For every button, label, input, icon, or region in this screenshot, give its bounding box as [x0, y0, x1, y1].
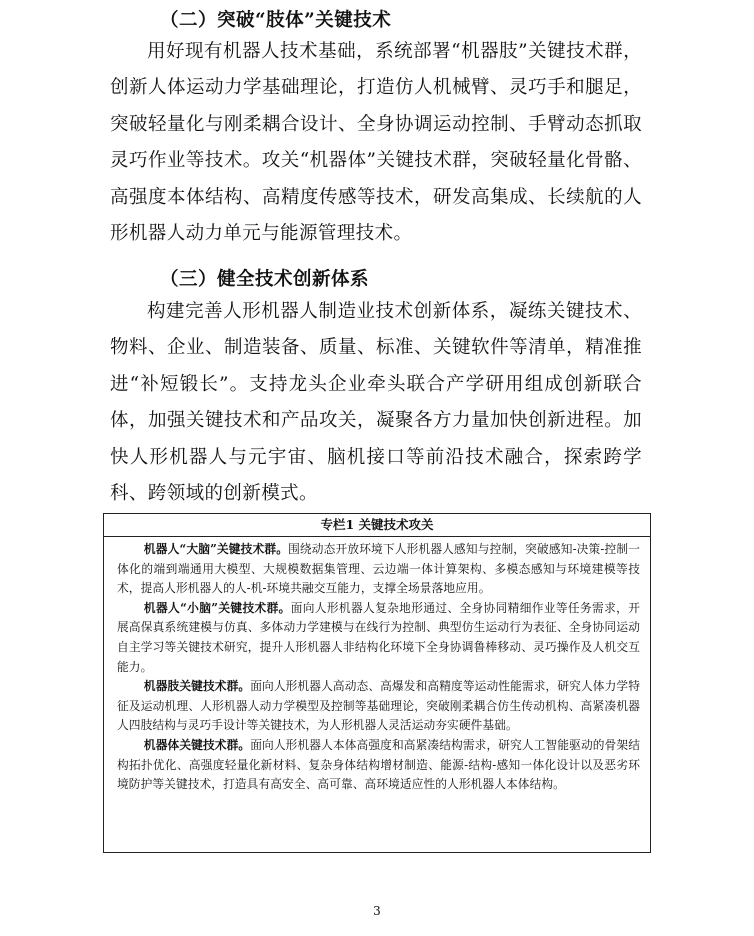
- box-item-lead: 机器人“小脑”关键技术群。: [143, 600, 291, 615]
- box-item-text: 面向人形机器人复杂地形通过、全身协同精细作业等任务需求，开展高保真系统建模与仿真、多体动力学建模与在线行为控制、典型仿生运动行为表征、全身协同运动自主学习等关键技术研究，提升人形机器人非结构化环境下全身协调鲁棒移动、灵巧操作及人机交互能力。: [117, 600, 640, 674]
- section-heading-limbs: （二）突破“肢体”关键技术: [160, 10, 392, 31]
- page-number: 3: [373, 904, 381, 918]
- key-tech-sidebar-box: [103, 513, 651, 853]
- section-body-limbs: 用好现有机器人技术基础，系统部署“机器肢”关键技术群，创新人体运动力学基础理论，打造仿人机械臂、灵巧手和腿足，突破轻量化与刚柔耦合设计、全身协调运动控制、手臂动态抓取灵巧作业等技术。攻关“机器体”关键技术群，突破轻量化骨骼、高强度本体结构、高精度传感等技术，研发高集成、长续航的人形机器人动力单元与能源管理技术。: [110, 41, 642, 245]
- box-item-body: [117, 736, 640, 795]
- box-item-lead: 机器肢关键技术群。: [143, 679, 251, 694]
- box-title: 专栏1 关键技术攻关: [104, 514, 650, 537]
- box-item-lead: 机器人“大脑”关键技术群。: [143, 542, 289, 556]
- box-item-text: 面向人形机器人本体高强度和高紧凑结构需求，研究人工智能驱动的骨架结构拓扑优化、高强度轻量化新材料、复杂身体结构增材制造、能源-结构-感知一体化设计以及恶劣环境防护等关键技术，打造具有高安全、高可靠、高环境适应性的人形机器人本体结构。: [117, 737, 640, 792]
- box-item-lead: 机器体关键技术群。: [143, 737, 251, 752]
- box-item-limbs: [117, 677, 640, 736]
- box-item-text: 围绕动态开放环境下人形机器人感知与控制，突破感知-决策-控制一体化的端到端通用大模型、大规模数据集管理、云边端一体计算架构、多模态感知与环境建模等技术，提高人形机器人的人-机-环境共融交互能力，支撑全场景落地应用。: [117, 542, 640, 596]
- box-item-text: 面向人形机器人高动态、高爆发和高精度等运动性能需求，研究人体力学特征及运动机理、人形机器人动力学模型及控制等基础理论，突破刚柔耦合仿生传动机构、高紧凑机器人四肢结构与灵巧手设计等关键技术，为人形机器人灵活运动夯实硬件基础。: [117, 679, 640, 733]
- box-body: [104, 537, 650, 795]
- box-item-cerebellum: [117, 599, 640, 677]
- section-body-innovation: 构建完善人形机器人制造业技术创新体系，凝练关键技术、物料、企业、制造装备、质量、标准、关键软件等清单，精准推进“补短锻长”。支持龙头企业牵头联合产学研用组成创新联合体，加强关键技术和产品攻关，凝聚各方力量加快创新进程。加快人形机器人与元宇宙、脑机接口等前沿技术融合，探索跨学科、跨领域的创新模式。: [110, 301, 642, 505]
- section-heading-innovation: （三）健全技术创新体系: [160, 269, 370, 290]
- box-item-brain: [117, 540, 640, 599]
